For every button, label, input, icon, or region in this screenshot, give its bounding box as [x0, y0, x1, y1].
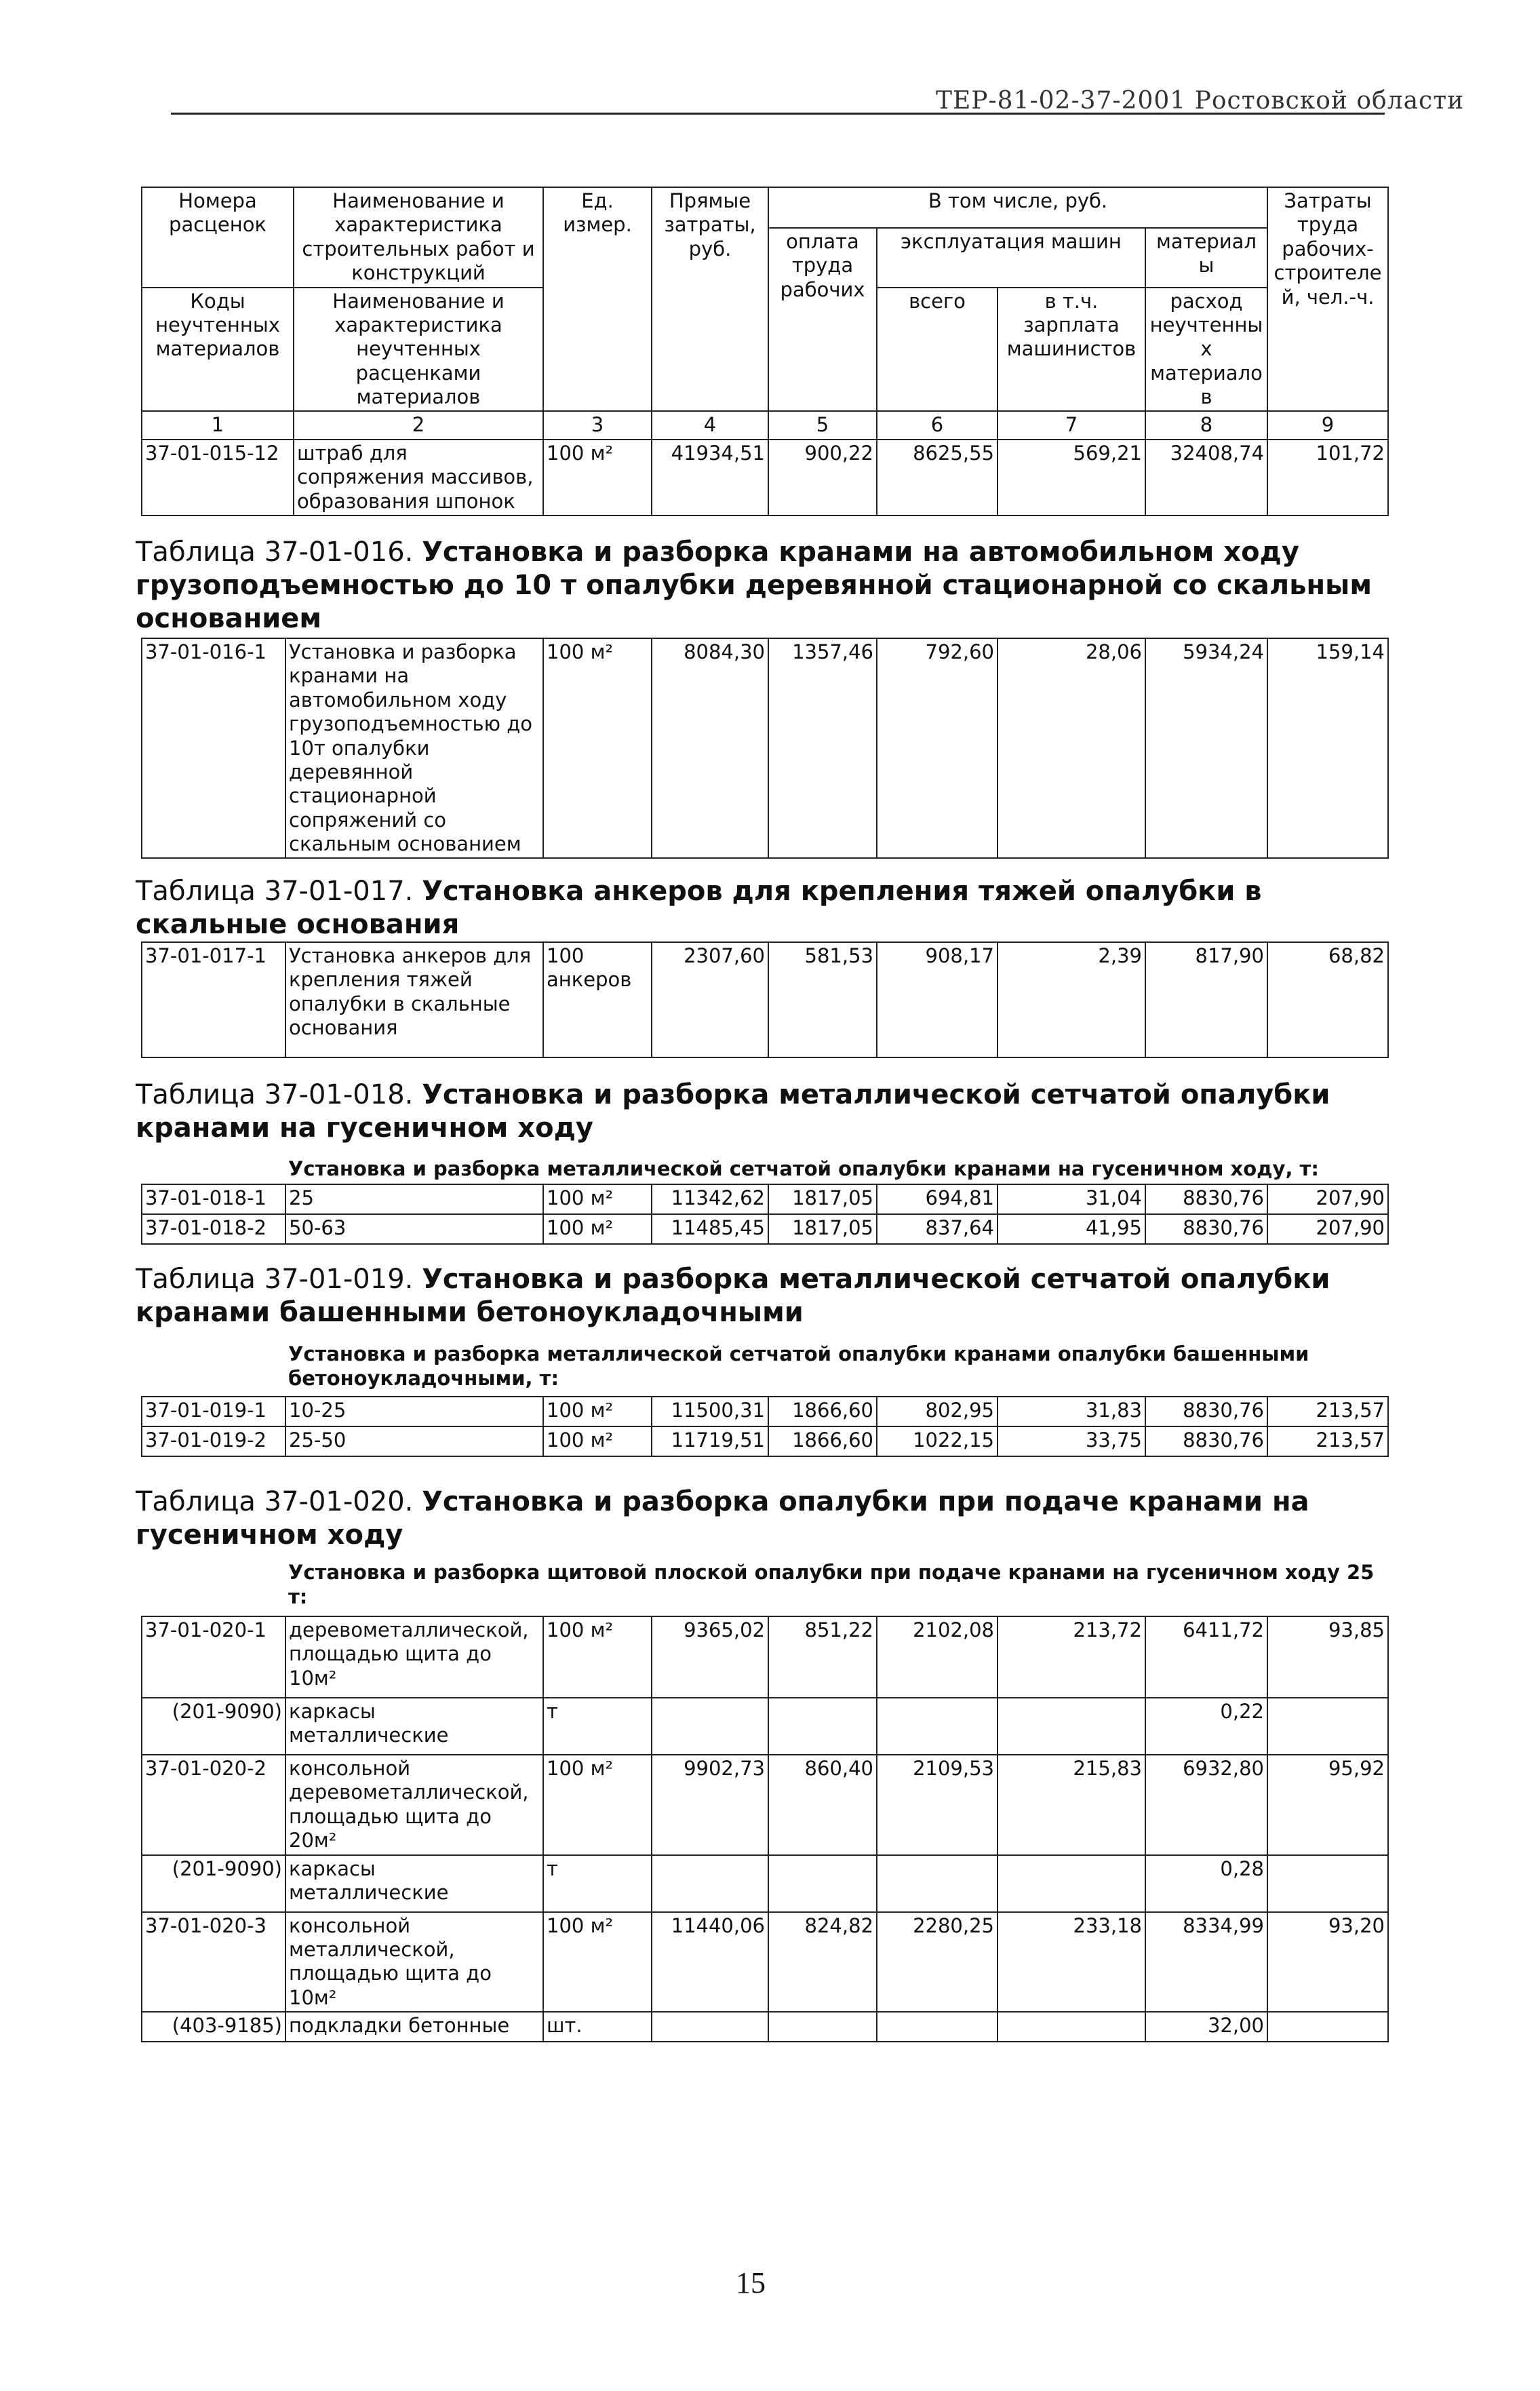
- work-name: Установка и разборка кранами на автомобильном ходу грузоподъемностью до 10т опалубки деревянной стационарной сопряжений со скальным основанием: [285, 638, 543, 858]
- rate-code: 37-01-015-12: [142, 440, 294, 516]
- machinist-wages: 28,06: [998, 638, 1145, 858]
- empty-cell: [1267, 1698, 1388, 1755]
- header-rule: [171, 113, 1385, 115]
- material-code: (403-9185): [142, 2012, 285, 2042]
- empty-cell: [652, 1855, 768, 1912]
- work-name: деревометаллической, площадью щита до 10м²: [285, 1616, 543, 1698]
- page-number: 15: [736, 2266, 766, 2299]
- table-019: [141, 1396, 1389, 1457]
- table-label: Таблица 37-01-017.: [136, 876, 414, 907]
- col-num: 1: [142, 411, 294, 439]
- col-num: 2: [294, 411, 543, 439]
- empty-cell: [877, 2012, 998, 2042]
- wages: 581,53: [768, 942, 877, 1057]
- empty-cell: [1267, 2012, 1388, 2042]
- materials: 6411,72: [1145, 1616, 1267, 1698]
- direct-costs: 41934,51: [652, 440, 768, 516]
- rate-code: 37-01-020-3: [142, 1912, 285, 2013]
- table-subheading: Установка и разборка щитовой плоской опалубки при подаче кранами на гусеничном ходу 25 т:: [288, 1561, 1375, 1609]
- work-name: консольной деревометаллической, площадью щита до 20м²: [285, 1755, 543, 1855]
- head-direct-costs: Прямые затраты, руб.: [652, 187, 768, 411]
- table-name: Установка и разборка опалубки при подаче кранами на гусеничном ходу: [136, 1486, 1309, 1551]
- table-subheading: Установка и разборка металлической сетчатой опалубки кранами опалубки башенными бетоноукладочными, т:: [288, 1342, 1309, 1391]
- work-name: 50-63: [285, 1214, 543, 1244]
- empty-cell: [768, 2012, 877, 2042]
- table-title-018: [136, 1078, 1390, 1145]
- wages: 824,82: [768, 1912, 877, 2013]
- col-num: 4: [652, 411, 768, 439]
- materials: 32,00: [1145, 2012, 1267, 2042]
- direct-costs: 9365,02: [652, 1616, 768, 1698]
- machinist-wages: 233,18: [998, 1912, 1145, 2013]
- wages: 860,40: [768, 1755, 877, 1855]
- machinist-wages: 31,04: [998, 1184, 1145, 1214]
- head-unit: Ед. измер.: [543, 187, 652, 411]
- head-total: всего: [877, 288, 998, 412]
- head-machinist-wages: в т.ч. зарплата машинистов: [998, 288, 1145, 412]
- wages: 1357,46: [768, 638, 877, 858]
- head-material-use: расход неучтенных материалов: [1145, 288, 1267, 412]
- machinist-wages: 41,95: [998, 1214, 1145, 1244]
- direct-costs: 11719,51: [652, 1426, 768, 1456]
- table-018: [141, 1184, 1389, 1245]
- materials: 8830,76: [1145, 1214, 1267, 1244]
- work-name: консольной металлической, площадью щита до 10м²: [285, 1912, 543, 2013]
- head-material-names: Наименование и характеристика неучтенных расценками материалов: [294, 288, 543, 412]
- labor-hours: 213,57: [1267, 1397, 1388, 1426]
- material-name: подкладки бетонные: [285, 2012, 543, 2042]
- unit: 100 м²: [543, 1184, 652, 1214]
- empty-cell: [652, 2012, 768, 2042]
- materials: 6932,80: [1145, 1755, 1267, 1855]
- unit: т: [543, 1698, 652, 1755]
- wages: 851,22: [768, 1616, 877, 1698]
- unit: 100 м²: [543, 1397, 652, 1426]
- direct-costs: 8084,30: [652, 638, 768, 858]
- head-name: Наименование и характеристика строительных работ и конструкций: [294, 187, 543, 288]
- column-header-table: [141, 187, 1389, 516]
- empty-cell: [998, 1855, 1145, 1912]
- direct-costs: 11500,31: [652, 1397, 768, 1426]
- wages: 1817,05: [768, 1214, 877, 1244]
- unit: т: [543, 1855, 652, 1912]
- unit: 100 м²: [543, 1912, 652, 2013]
- empty-cell: [652, 1698, 768, 1755]
- table-label: Таблица 37-01-018.: [136, 1079, 414, 1110]
- table-name: Установка и разборка металлической сетчатой опалубки кранами башенными бетоноукладочными: [136, 1264, 1330, 1328]
- machinist-wages: 31,83: [998, 1397, 1145, 1426]
- rate-code: 37-01-017-1: [142, 942, 285, 1057]
- head-labor: Затраты труда рабочих-строителей, чел.-ч.: [1267, 187, 1388, 411]
- col-num: 9: [1267, 411, 1388, 439]
- rate-code: 37-01-018-2: [142, 1214, 285, 1244]
- wages: 1866,60: [768, 1397, 877, 1426]
- machines-total: 2109,53: [877, 1755, 998, 1855]
- col-num: 6: [877, 411, 998, 439]
- machines-total: 2102,08: [877, 1616, 998, 1698]
- machinist-wages: 33,75: [998, 1426, 1145, 1456]
- work-name: 25-50: [285, 1426, 543, 1456]
- work-name: 10-25: [285, 1397, 543, 1426]
- machines-total: 1022,15: [877, 1426, 998, 1456]
- empty-cell: [877, 1698, 998, 1755]
- wages: 900,22: [768, 440, 877, 516]
- table-title-016: [136, 536, 1390, 635]
- labor-hours: 93,85: [1267, 1616, 1388, 1698]
- table-name: Установка и разборка кранами на автомобильном ходу грузоподъемностью до 10 т опалубки деревянной стационарной со скальным основанием: [136, 537, 1373, 634]
- col-num: 7: [998, 411, 1145, 439]
- materials: 8830,76: [1145, 1426, 1267, 1456]
- material-name: каркасы металлические: [285, 1855, 543, 1912]
- empty-cell: [1267, 1855, 1388, 1912]
- machinist-wages: 2,39: [998, 942, 1145, 1057]
- table-label: Таблица 37-01-020.: [136, 1486, 414, 1517]
- unit: 100 м²: [543, 1755, 652, 1855]
- empty-cell: [877, 1855, 998, 1912]
- table-name: Установка и разборка металлической сетчатой опалубки кранами на гусеничном ходу: [136, 1079, 1330, 1144]
- empty-cell: [768, 1855, 877, 1912]
- unit: 100 м²: [543, 1426, 652, 1456]
- materials: 5934,24: [1145, 638, 1267, 858]
- machinist-wages: 215,83: [998, 1755, 1145, 1855]
- direct-costs: 11485,45: [652, 1214, 768, 1244]
- rate-code: 37-01-018-1: [142, 1184, 285, 1214]
- labor-hours: 159,14: [1267, 638, 1388, 858]
- materials: 32408,74: [1145, 440, 1267, 516]
- head-wages: оплата труда рабочих: [768, 228, 877, 411]
- unit: 100 анкеров: [543, 942, 652, 1057]
- table-title-020: [136, 1485, 1390, 1552]
- head-including: В том числе, руб.: [768, 187, 1267, 228]
- wages: 1817,05: [768, 1184, 877, 1214]
- col-num: 3: [543, 411, 652, 439]
- table-title-017: [136, 875, 1390, 941]
- material-code: (201-9090): [142, 1698, 285, 1755]
- table-020: [141, 1616, 1389, 2042]
- unit: шт.: [543, 2012, 652, 2042]
- rate-code: 37-01-020-2: [142, 1755, 285, 1855]
- running-title: ТЕР-81-02-37-2001 Ростовской области: [936, 87, 1465, 111]
- empty-cell: [768, 1698, 877, 1755]
- work-name: штраб для сопряжения массивов, образования шпонок: [294, 440, 543, 516]
- wages: 1866,60: [768, 1426, 877, 1456]
- rate-code: 37-01-016-1: [142, 638, 285, 858]
- machines-total: 908,17: [877, 942, 998, 1057]
- labor-hours: 207,90: [1267, 1214, 1388, 1244]
- work-name: 25: [285, 1184, 543, 1214]
- work-name: Установка анкеров для крепления тяжей опалубки в скальные основания: [285, 942, 543, 1057]
- empty-cell: [998, 1698, 1145, 1755]
- table-017: [141, 941, 1389, 1058]
- unit: 100 м²: [543, 638, 652, 858]
- labor-hours: 93,20: [1267, 1912, 1388, 2013]
- materials: 8830,76: [1145, 1184, 1267, 1214]
- labor-hours: 95,92: [1267, 1755, 1388, 1855]
- labor-hours: 68,82: [1267, 942, 1388, 1057]
- materials: 0,22: [1145, 1698, 1267, 1755]
- labor-hours: 207,90: [1267, 1184, 1388, 1214]
- col-num: 8: [1145, 411, 1267, 439]
- table-label: Таблица 37-01-019.: [136, 1264, 414, 1295]
- direct-costs: 11342,62: [652, 1184, 768, 1214]
- col-num: 5: [768, 411, 877, 439]
- head-materials: материалы: [1145, 228, 1267, 288]
- unit: 100 м²: [543, 1616, 652, 1698]
- materials: 0,28: [1145, 1855, 1267, 1912]
- machines-total: 8625,55: [877, 440, 998, 516]
- table-name: Установка анкеров для крепления тяжей опалубки в скальные основания: [136, 876, 1262, 940]
- empty-cell: [998, 2012, 1145, 2042]
- materials: 8830,76: [1145, 1397, 1267, 1426]
- unit: 100 м²: [543, 1214, 652, 1244]
- machinist-wages: 213,72: [998, 1616, 1145, 1698]
- machines-total: 837,64: [877, 1214, 998, 1244]
- rate-code: 37-01-019-2: [142, 1426, 285, 1456]
- table-subheading: Установка и разборка металлической сетчатой опалубки кранами на гусеничном ходу, т:: [288, 1157, 1319, 1180]
- head-numbers: Номера расценок: [142, 187, 294, 288]
- machinist-wages: 569,21: [998, 440, 1145, 516]
- material-name: каркасы металлические: [285, 1698, 543, 1755]
- labor-hours: 213,57: [1267, 1426, 1388, 1456]
- machines-total: 694,81: [877, 1184, 998, 1214]
- machines-total: 2280,25: [877, 1912, 998, 2013]
- table-label: Таблица 37-01-016.: [136, 537, 414, 568]
- table-title-019: [136, 1263, 1390, 1329]
- unit: 100 м²: [543, 440, 652, 516]
- machines-total: 802,95: [877, 1397, 998, 1426]
- table-016: [141, 638, 1389, 859]
- labor-hours: 101,72: [1267, 440, 1388, 516]
- head-material-codes: Коды неучтенных материалов: [142, 288, 294, 412]
- direct-costs: 2307,60: [652, 942, 768, 1057]
- rate-code: 37-01-019-1: [142, 1397, 285, 1426]
- materials: 8334,99: [1145, 1912, 1267, 2013]
- head-machines: эксплуатация машин: [877, 228, 1145, 288]
- materials: 817,90: [1145, 942, 1267, 1057]
- rate-code: 37-01-020-1: [142, 1616, 285, 1698]
- direct-costs: 11440,06: [652, 1912, 768, 2013]
- machines-total: 792,60: [877, 638, 998, 858]
- direct-costs: 9902,73: [652, 1755, 768, 1855]
- material-code: (201-9090): [142, 1855, 285, 1912]
